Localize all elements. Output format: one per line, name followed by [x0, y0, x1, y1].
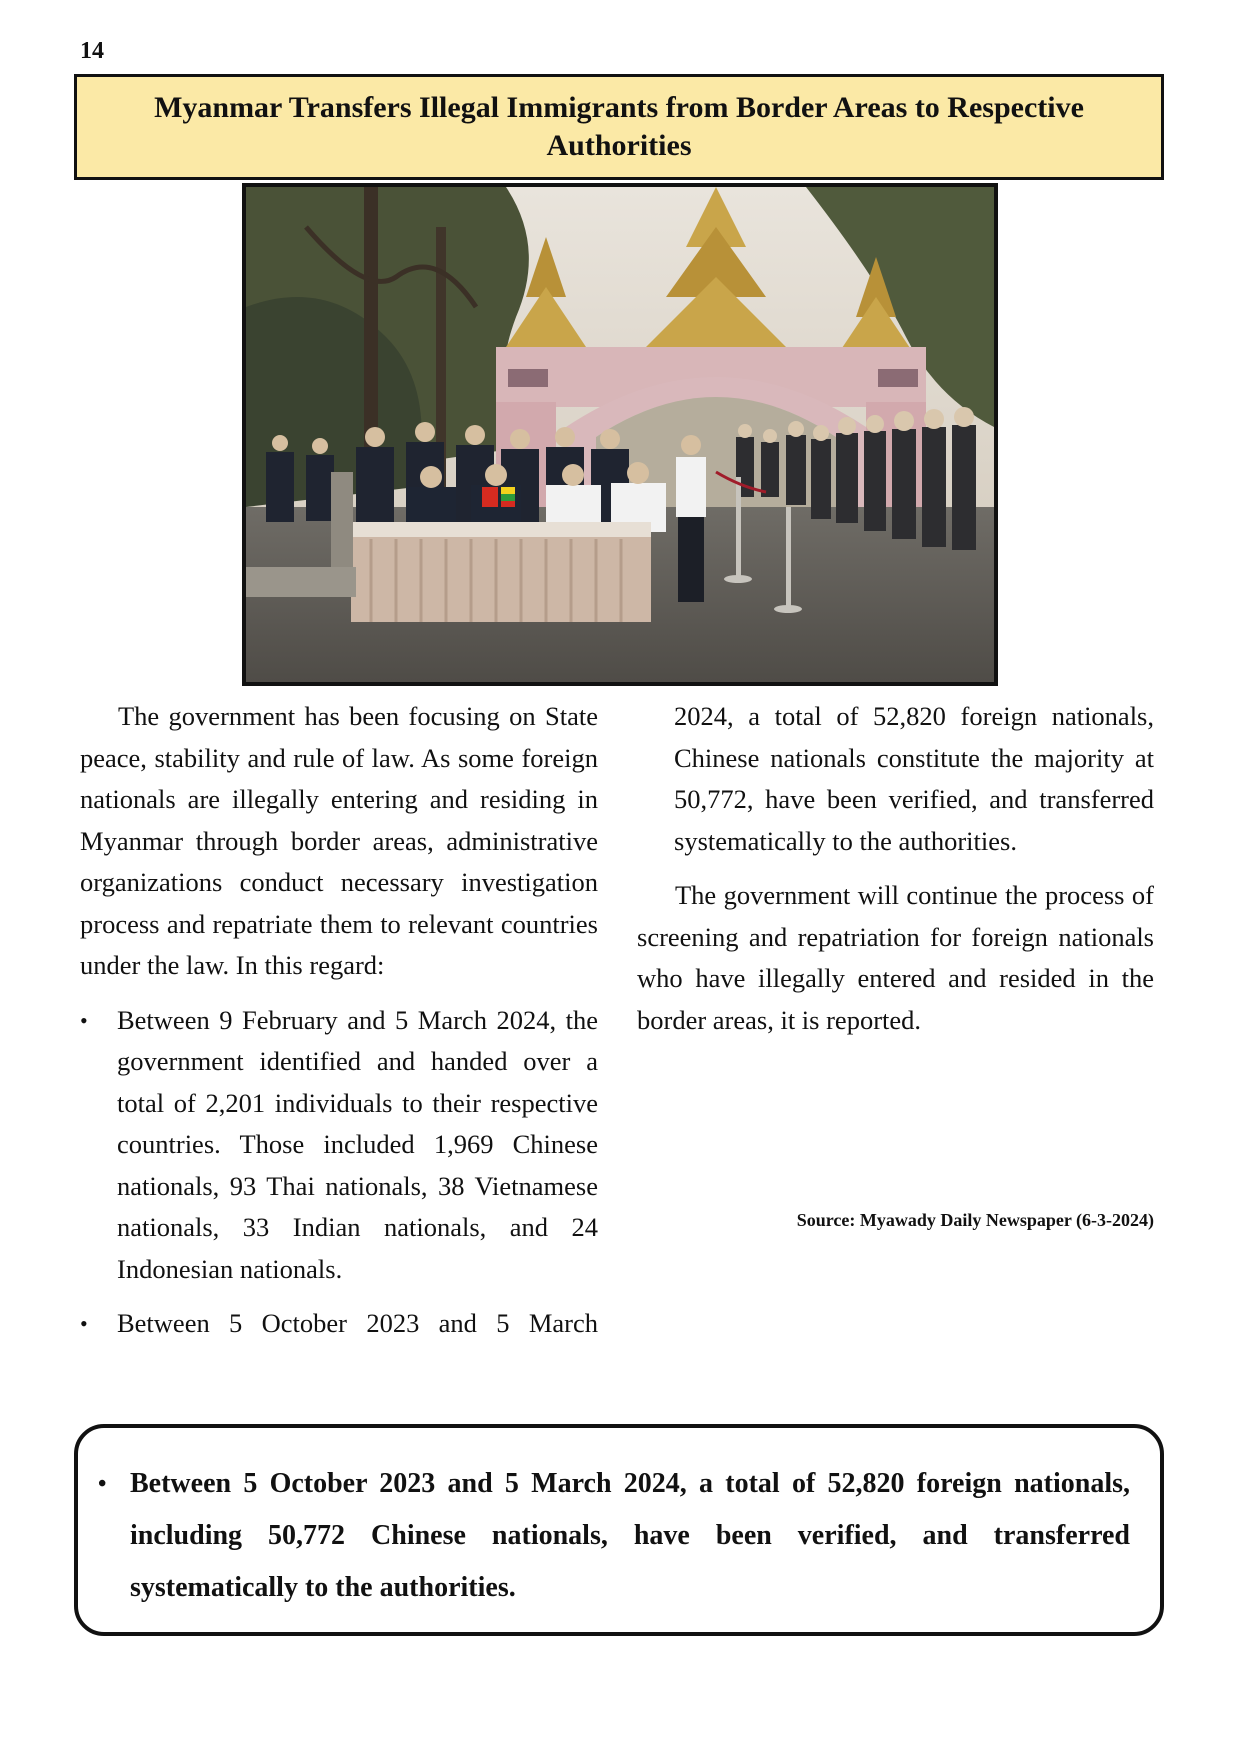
- right-column: [637, 696, 1154, 1054]
- list-item: [80, 1303, 598, 1345]
- closing-paragraph: The government will continue the process of screening and repatriation for foreign nationals who have illegally entered and resided in the border areas, it is reported.: [637, 880, 1154, 1035]
- intro-paragraph: The government has been focusing on State peace, stability and rule of law. As some foreign nationals are illegally entering and residing in Myanmar through border areas, administrative organizations conduct necessary investigation process and repatriate them to relevant countries under the law. In this regard:: [80, 701, 598, 980]
- border-gate-photo-illustration: [246, 187, 994, 682]
- source-credit: Source: Myawady Daily Newspaper (6-3-2024): [796, 1210, 1154, 1230]
- highlight-text: Between 5 October 2023 and 5 March 2024, a total of 52,820 foreign nationals, including 50,772 Chinese nationals, have been verified, and transferred systematically to the authorities.: [130, 1468, 1130, 1603]
- bullet-marker: •: [80, 1007, 88, 1033]
- highlight-box: [74, 1424, 1164, 1636]
- title-banner: [74, 74, 1164, 180]
- highlight-bullet-marker: •: [98, 1471, 107, 1497]
- article-photo: [242, 183, 998, 686]
- list-item: [80, 1000, 598, 1291]
- bullet-text: Between 5 October 2023 and 5 March: [117, 1308, 598, 1338]
- page-number: 14: [80, 38, 104, 64]
- left-column: [80, 696, 598, 1358]
- bullet-list: [80, 1000, 598, 1345]
- article-title: Myanmar Transfers Illegal Immigrants from Border Areas to Respective Authorities: [154, 91, 1084, 162]
- bullet-marker: •: [80, 1311, 88, 1336]
- bullet-text: Between 9 February and 5 March 2024, the government identified and handed over a total of 2,201 individuals to their respective countries. Those included 1,969 Chinese nationals, 93 Thai nationals, 38 Vietnamese nationals, 33 Indian nationals, and 24 Indonesian nationals.: [117, 1004, 598, 1284]
- bullet-continuation: 2024, a total of 52,820 foreign nationals, Chinese nationals constitute the majority at 50,772, have been verified, and transferred systematically to the authorities.: [674, 701, 1154, 856]
